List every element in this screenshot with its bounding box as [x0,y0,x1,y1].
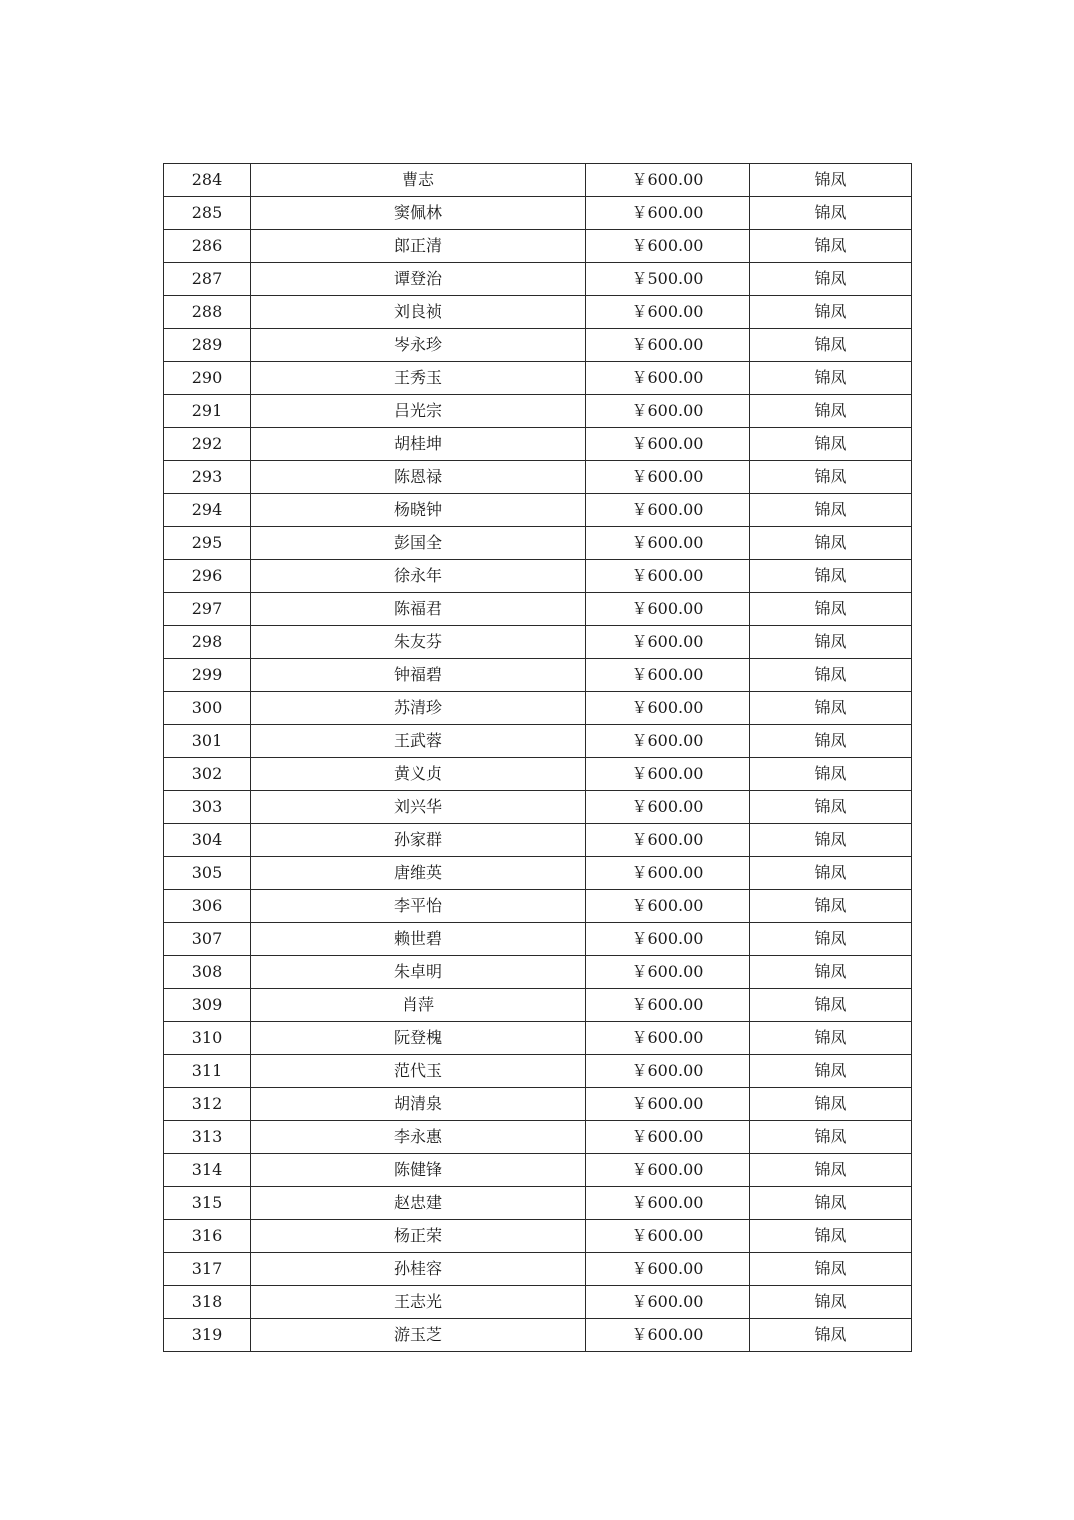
area-cell: 锦凤 [750,362,912,395]
name-cell: 王志光 [251,1286,586,1319]
row-number-cell: 297 [164,593,251,626]
amount-cell: ￥600.00 [586,956,750,989]
table-row [164,626,912,659]
amount-cell: ￥600.00 [586,1187,750,1220]
amount-cell: ￥600.00 [586,1319,750,1352]
name-cell: 曹志 [251,164,586,197]
name-cell: 彭国全 [251,527,586,560]
name-cell: 王武蓉 [251,725,586,758]
row-number-cell: 284 [164,164,251,197]
name-cell: 李永惠 [251,1121,586,1154]
area-cell: 锦凤 [750,395,912,428]
row-number-cell: 286 [164,230,251,263]
name-cell: 游玉芝 [251,1319,586,1352]
name-cell: 刘良祯 [251,296,586,329]
area-cell: 锦凤 [750,725,912,758]
name-cell: 郎正清 [251,230,586,263]
amount-cell: ￥500.00 [586,263,750,296]
table-row [164,1319,912,1352]
table-row [164,1253,912,1286]
amount-cell: ￥600.00 [586,890,750,923]
name-cell: 赖世碧 [251,923,586,956]
area-cell: 锦凤 [750,527,912,560]
row-number-cell: 298 [164,626,251,659]
area-cell: 锦凤 [750,923,912,956]
row-number-cell: 313 [164,1121,251,1154]
area-cell: 锦凤 [750,857,912,890]
amount-cell: ￥600.00 [586,1055,750,1088]
area-cell: 锦凤 [750,296,912,329]
row-number-cell: 291 [164,395,251,428]
row-number-cell: 317 [164,1253,251,1286]
name-cell: 阮登槐 [251,1022,586,1055]
row-number-cell: 288 [164,296,251,329]
amount-cell: ￥600.00 [586,362,750,395]
table-row [164,461,912,494]
name-cell: 范代玉 [251,1055,586,1088]
name-cell: 黄义贞 [251,758,586,791]
amount-cell: ￥600.00 [586,1253,750,1286]
area-cell: 锦凤 [750,1220,912,1253]
area-cell: 锦凤 [750,494,912,527]
table-row [164,395,912,428]
row-number-cell: 311 [164,1055,251,1088]
amount-cell: ￥600.00 [586,1121,750,1154]
row-number-cell: 287 [164,263,251,296]
amount-cell: ￥600.00 [586,428,750,461]
area-cell: 锦凤 [750,956,912,989]
area-cell: 锦凤 [750,791,912,824]
table-row [164,230,912,263]
row-number-cell: 303 [164,791,251,824]
row-number-cell: 285 [164,197,251,230]
area-cell: 锦凤 [750,659,912,692]
name-cell: 苏清珍 [251,692,586,725]
table-row [164,164,912,197]
area-cell: 锦凤 [750,263,912,296]
table-row [164,428,912,461]
table-row [164,1154,912,1187]
row-number-cell: 304 [164,824,251,857]
table-row [164,362,912,395]
amount-cell: ￥600.00 [586,824,750,857]
amount-cell: ￥600.00 [586,560,750,593]
row-number-cell: 310 [164,1022,251,1055]
name-cell: 谭登治 [251,263,586,296]
area-cell: 锦凤 [750,626,912,659]
area-cell: 锦凤 [750,1286,912,1319]
row-number-cell: 315 [164,1187,251,1220]
area-cell: 锦凤 [750,1088,912,1121]
table-row [164,1187,912,1220]
name-cell: 杨正荣 [251,1220,586,1253]
row-number-cell: 318 [164,1286,251,1319]
name-cell: 胡桂坤 [251,428,586,461]
row-number-cell: 305 [164,857,251,890]
table-row [164,1088,912,1121]
amount-cell: ￥600.00 [586,1088,750,1121]
row-number-cell: 309 [164,989,251,1022]
row-number-cell: 314 [164,1154,251,1187]
name-cell: 赵忠建 [251,1187,586,1220]
amount-cell: ￥600.00 [586,923,750,956]
table-row [164,296,912,329]
area-cell: 锦凤 [750,824,912,857]
name-cell: 李平怡 [251,890,586,923]
area-cell: 锦凤 [750,1319,912,1352]
table-row [164,560,912,593]
row-number-cell: 306 [164,890,251,923]
name-cell: 朱卓明 [251,956,586,989]
area-cell: 锦凤 [750,164,912,197]
table-row [164,1220,912,1253]
area-cell: 锦凤 [750,230,912,263]
table-row [164,659,912,692]
row-number-cell: 308 [164,956,251,989]
name-cell: 胡清泉 [251,1088,586,1121]
area-cell: 锦凤 [750,1154,912,1187]
name-cell: 陈恩禄 [251,461,586,494]
payment-table [163,163,912,1352]
row-number-cell: 294 [164,494,251,527]
amount-cell: ￥600.00 [586,197,750,230]
area-cell: 锦凤 [750,758,912,791]
area-cell: 锦凤 [750,1253,912,1286]
table-row [164,1121,912,1154]
amount-cell: ￥600.00 [586,329,750,362]
area-cell: 锦凤 [750,1055,912,1088]
area-cell: 锦凤 [750,1022,912,1055]
table-row [164,692,912,725]
amount-cell: ￥600.00 [586,461,750,494]
table-row [164,956,912,989]
row-number-cell: 290 [164,362,251,395]
name-cell: 朱友芬 [251,626,586,659]
table-row [164,791,912,824]
row-number-cell: 307 [164,923,251,956]
name-cell: 肖萍 [251,989,586,1022]
amount-cell: ￥600.00 [586,1220,750,1253]
area-cell: 锦凤 [750,1187,912,1220]
table-row [164,1286,912,1319]
name-cell: 窦佩林 [251,197,586,230]
area-cell: 锦凤 [750,461,912,494]
table-row [164,923,912,956]
amount-cell: ￥600.00 [586,527,750,560]
area-cell: 锦凤 [750,692,912,725]
table-row [164,725,912,758]
row-number-cell: 301 [164,725,251,758]
table-row [164,197,912,230]
name-cell: 王秀玉 [251,362,586,395]
amount-cell: ￥600.00 [586,626,750,659]
row-number-cell: 299 [164,659,251,692]
table-row [164,263,912,296]
amount-cell: ￥600.00 [586,659,750,692]
row-number-cell: 302 [164,758,251,791]
name-cell: 孙家群 [251,824,586,857]
area-cell: 锦凤 [750,428,912,461]
row-number-cell: 300 [164,692,251,725]
amount-cell: ￥600.00 [586,593,750,626]
table-row [164,527,912,560]
amount-cell: ￥600.00 [586,230,750,263]
amount-cell: ￥600.00 [586,395,750,428]
amount-cell: ￥600.00 [586,692,750,725]
row-number-cell: 316 [164,1220,251,1253]
row-number-cell: 296 [164,560,251,593]
name-cell: 陈健锋 [251,1154,586,1187]
amount-cell: ￥600.00 [586,989,750,1022]
amount-cell: ￥600.00 [586,1154,750,1187]
table-row [164,824,912,857]
name-cell: 钟福碧 [251,659,586,692]
name-cell: 杨晓钟 [251,494,586,527]
area-cell: 锦凤 [750,329,912,362]
amount-cell: ￥600.00 [586,857,750,890]
table-row [164,890,912,923]
table-row [164,989,912,1022]
area-cell: 锦凤 [750,890,912,923]
table-row [164,1055,912,1088]
amount-cell: ￥600.00 [586,164,750,197]
name-cell: 孙桂容 [251,1253,586,1286]
name-cell: 唐维英 [251,857,586,890]
table-row [164,758,912,791]
name-cell: 陈福君 [251,593,586,626]
name-cell: 徐永年 [251,560,586,593]
area-cell: 锦凤 [750,197,912,230]
area-cell: 锦凤 [750,593,912,626]
name-cell: 刘兴华 [251,791,586,824]
row-number-cell: 295 [164,527,251,560]
name-cell: 岑永珍 [251,329,586,362]
amount-cell: ￥600.00 [586,296,750,329]
area-cell: 锦凤 [750,560,912,593]
row-number-cell: 293 [164,461,251,494]
area-cell: 锦凤 [750,989,912,1022]
amount-cell: ￥600.00 [586,725,750,758]
table-row [164,494,912,527]
amount-cell: ￥600.00 [586,1022,750,1055]
row-number-cell: 312 [164,1088,251,1121]
table-row [164,329,912,362]
row-number-cell: 292 [164,428,251,461]
table-body [164,164,912,1352]
name-cell: 吕光宗 [251,395,586,428]
amount-cell: ￥600.00 [586,791,750,824]
row-number-cell: 319 [164,1319,251,1352]
row-number-cell: 289 [164,329,251,362]
table-row [164,593,912,626]
area-cell: 锦凤 [750,1121,912,1154]
amount-cell: ￥600.00 [586,758,750,791]
table-row [164,1022,912,1055]
amount-cell: ￥600.00 [586,1286,750,1319]
table-row [164,857,912,890]
amount-cell: ￥600.00 [586,494,750,527]
